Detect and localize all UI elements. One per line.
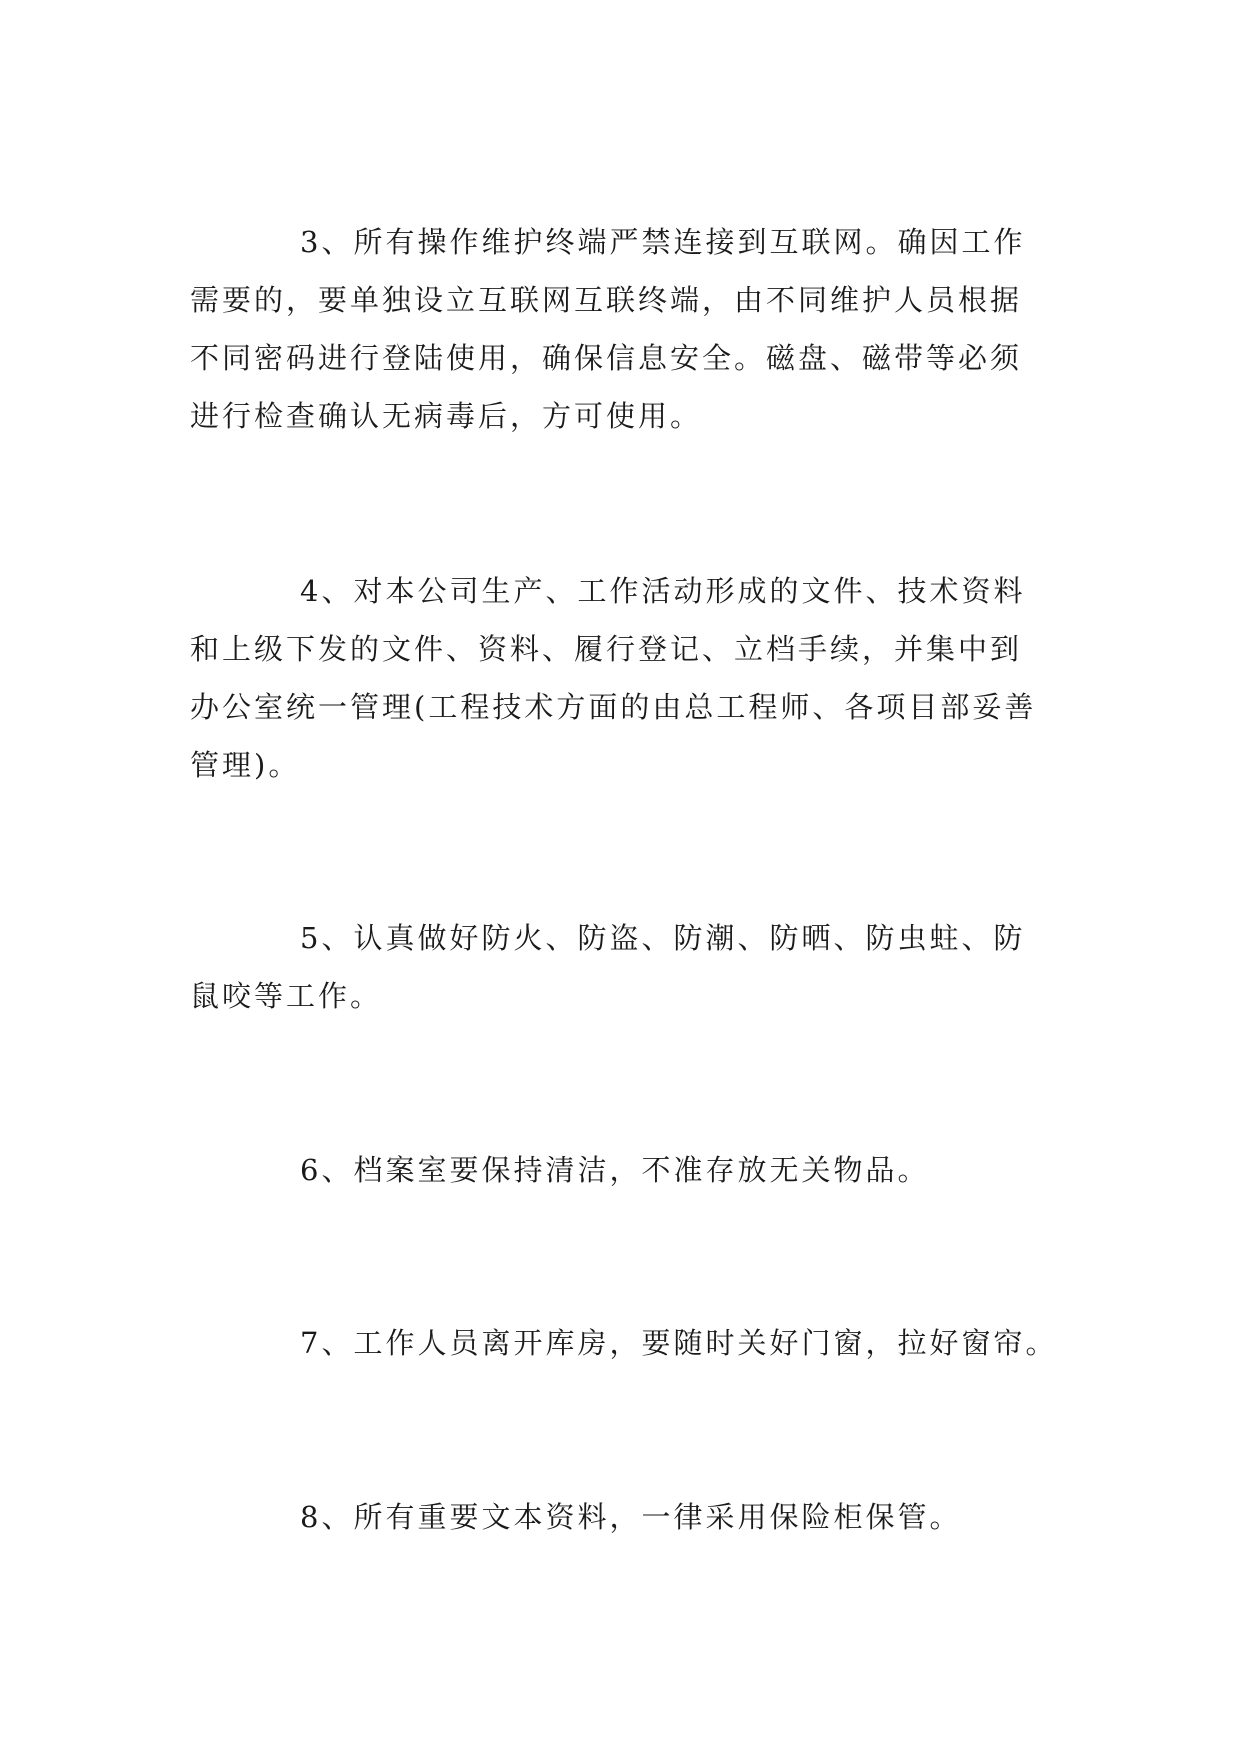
paragraph-item-3: 3、所有操作维护终端严禁连接到互联网。确因工作需要的，要单独设立互联网互联终端，由不同维护人员根据不同密码进行登陆使用，确保信息安全。磁盘、磁带等必须进行检查确认无病毒后，方可使用。 [190, 225, 1026, 433]
paragraph-item-4: 4、对本公司生产、工作活动形成的文件、技术资料和上级下发的文件、资料、履行登记、立档手续，并集中到办公室统一管理(工程技术方面的由总工程师、各项目部妥善管理)。 [190, 574, 1037, 782]
paragraph-item-6: 6、档案室要保持清洁，不准存放无关物品。 [300, 1153, 930, 1187]
paragraph-item-5: 5、认真做好防火、防盗、防潮、防晒、防虫蛀、防鼠咬等工作。 [190, 921, 1026, 1013]
paragraph-item-7: 7、工作人员离开库房，要随时关好门窗，拉好窗帘。 [300, 1326, 1058, 1360]
paragraph-item-8: 8、所有重要文本资料，一律采用保险柜保管。 [300, 1500, 962, 1534]
